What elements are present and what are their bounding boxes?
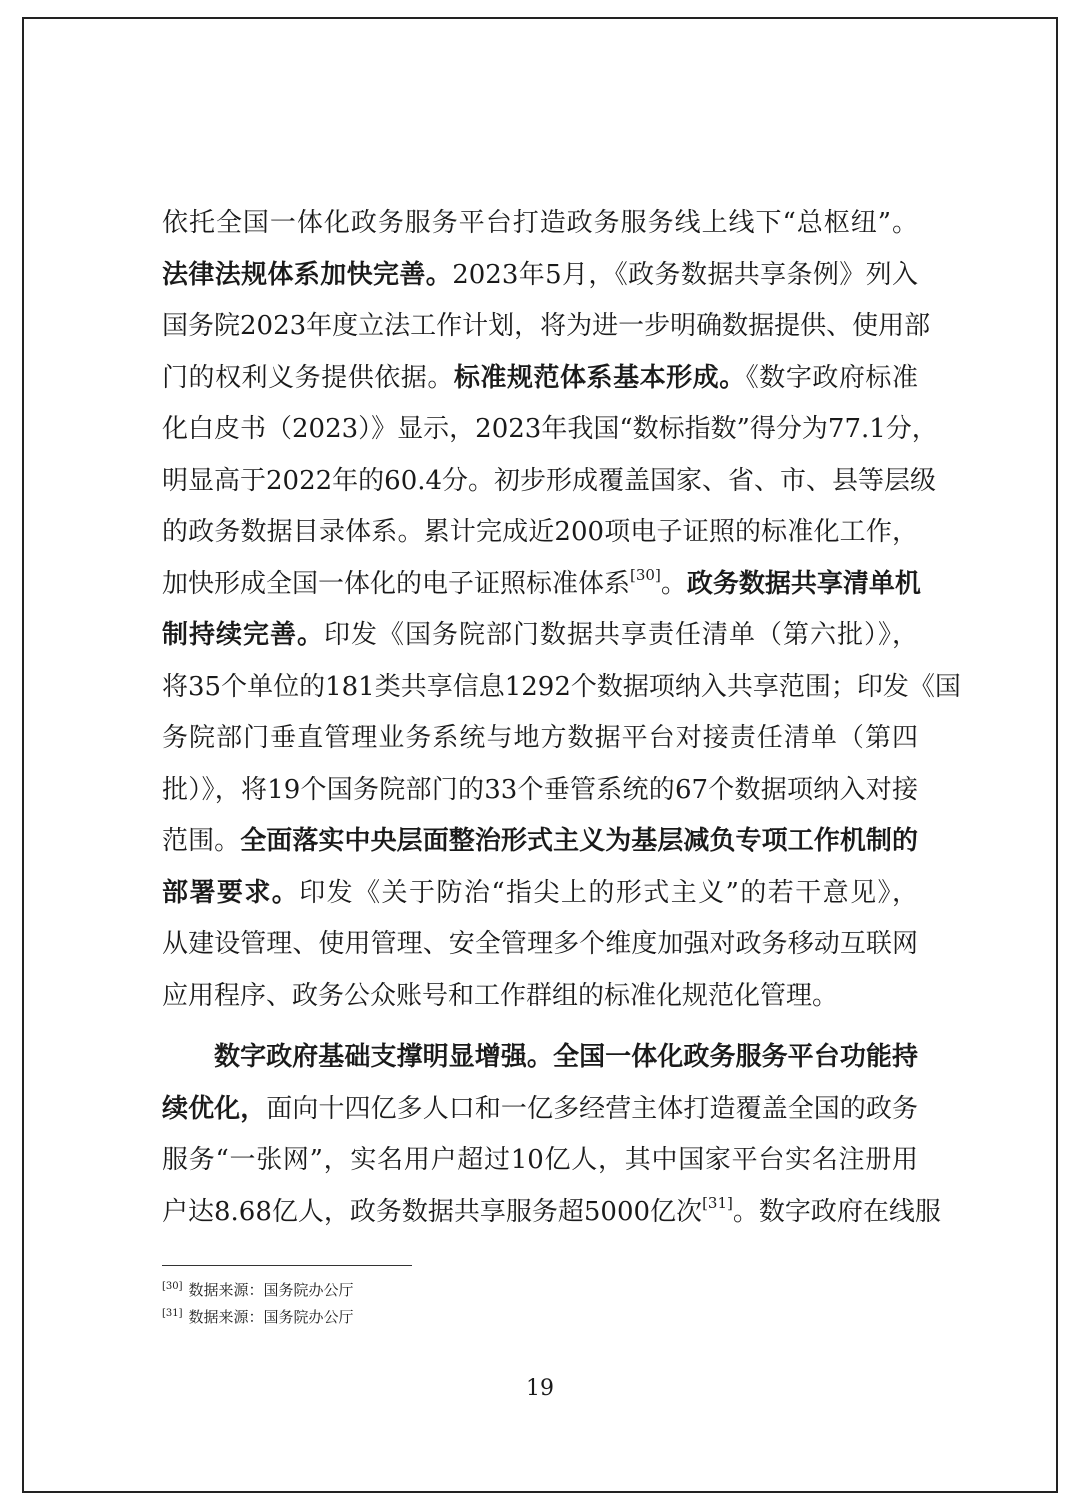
body-line: [162, 456, 937, 508]
text-run: 。数字政府在线服: [732, 1196, 941, 1227]
body-line: [162, 765, 918, 817]
bold-heading-run: 政务数据共享清单机: [686, 568, 921, 599]
bold-heading-run: 全面落实中央层面整治形式主义为基层减负专项工作机制的: [240, 826, 918, 856]
text-run: 将35个单位的181类共享信息1292个数据项纳入共享范围；印发《国: [162, 671, 961, 702]
text-run: 《数字政府标准: [745, 362, 918, 393]
text-run: 批）》，将19个国务院部门的33个垂管系统的67个数据项纳入对接: [162, 774, 918, 805]
bold-heading-run: 标准规范体系基本形成。: [453, 362, 746, 393]
body-line: [162, 404, 938, 456]
footnote-item: [162, 1277, 354, 1304]
body-line: [162, 662, 961, 714]
text-run: 务院部门垂直管理业务系统与地方数据平台对接责任清单（第四: [162, 723, 918, 753]
footnotes: [162, 1277, 354, 1331]
text-run: 面向十四亿多人口和一亿多经营主体打造覆盖全国的政务: [266, 1093, 918, 1124]
text-run: 应用程序、政务公众账号和工作群组的标准化规范化管理。: [162, 980, 839, 1011]
body-line: [162, 301, 931, 353]
bold-heading-run: 法律法规体系加快完善。: [162, 259, 453, 290]
text-run: 门的权利义务提供依据。: [162, 362, 454, 393]
body-line: [162, 919, 918, 971]
body-line: [162, 1032, 918, 1084]
bold-heading-run: 数字政府基础支撑明显增强。全国一体化政务服务平台功能持: [214, 1042, 918, 1072]
body-line: [162, 1084, 918, 1136]
footnote-separator: [162, 1265, 412, 1266]
body-line: [162, 610, 918, 662]
paragraph-gap: [162, 1022, 918, 1032]
text-run: 国务院2023年度立法工作计划，将为进一步明确数据提供、使用部: [162, 311, 931, 341]
page-number: 19: [526, 1376, 554, 1401]
body-line: [162, 559, 921, 611]
body-line: [162, 868, 918, 920]
body-line: [162, 713, 918, 765]
text-run: 服务“一张网”，实名用户超过10亿人，其中国家平台实名注册用: [162, 1145, 918, 1175]
text-run: 户达8.68亿人，政务数据共享服务超5000亿次: [162, 1196, 703, 1227]
text-run: 从建设管理、使用管理、安全管理多个维度加强对政务移动互联网: [162, 929, 918, 959]
footnote-text: 数据来源：国务院办公厅: [188, 1281, 354, 1299]
bold-heading-run: 部署要求。: [162, 877, 300, 908]
body-line: [162, 507, 918, 559]
text-run: 的政务数据目录体系。累计完成近200项电子证照的标准化工作，: [162, 517, 918, 547]
footnote-marker: [30]: [162, 1281, 183, 1292]
footnote-text: 数据来源：国务院办公厅: [188, 1308, 354, 1326]
body-line: [162, 971, 918, 1023]
bold-heading-run: 续优化，: [162, 1093, 267, 1124]
body-line: [162, 250, 918, 302]
footnote-ref-30[interactable]: [30]: [630, 565, 661, 584]
text-run: 依托全国一体化政务服务平台打造政务服务线上线下“总枢纽”。: [162, 208, 918, 238]
text-run: 印发《国务院部门数据共享责任清单（第六批）》，: [324, 620, 918, 650]
text-run: 化白皮书（2023）》显示，2023年我国“数标指数”得分为77.1分，: [162, 414, 938, 444]
text-run: 加快形成全国一体化的电子证照标准体系: [162, 568, 631, 599]
text-run: 范围。: [162, 826, 241, 856]
body-line: [162, 1187, 941, 1239]
body-text: [162, 198, 961, 1238]
text-run: 印发《关于防治“指尖上的形式主义”的若干意见》，: [299, 877, 918, 908]
text-run: 2023年5月，《政务数据共享条例》列入: [452, 259, 918, 290]
footnote-marker: [31]: [162, 1308, 183, 1319]
body-line: [162, 816, 918, 868]
body-line: [162, 198, 918, 250]
footnote-item: [162, 1304, 354, 1331]
text-run: 明显高于2022年的60.4分。初步形成覆盖国家、省、市、县等层级: [162, 465, 937, 496]
bold-heading-run: 制持续完善。: [162, 620, 324, 650]
body-line: [162, 1135, 918, 1187]
text-run: 。: [660, 568, 687, 599]
body-line: [162, 353, 918, 405]
footnote-ref-31[interactable]: [31]: [702, 1193, 733, 1212]
